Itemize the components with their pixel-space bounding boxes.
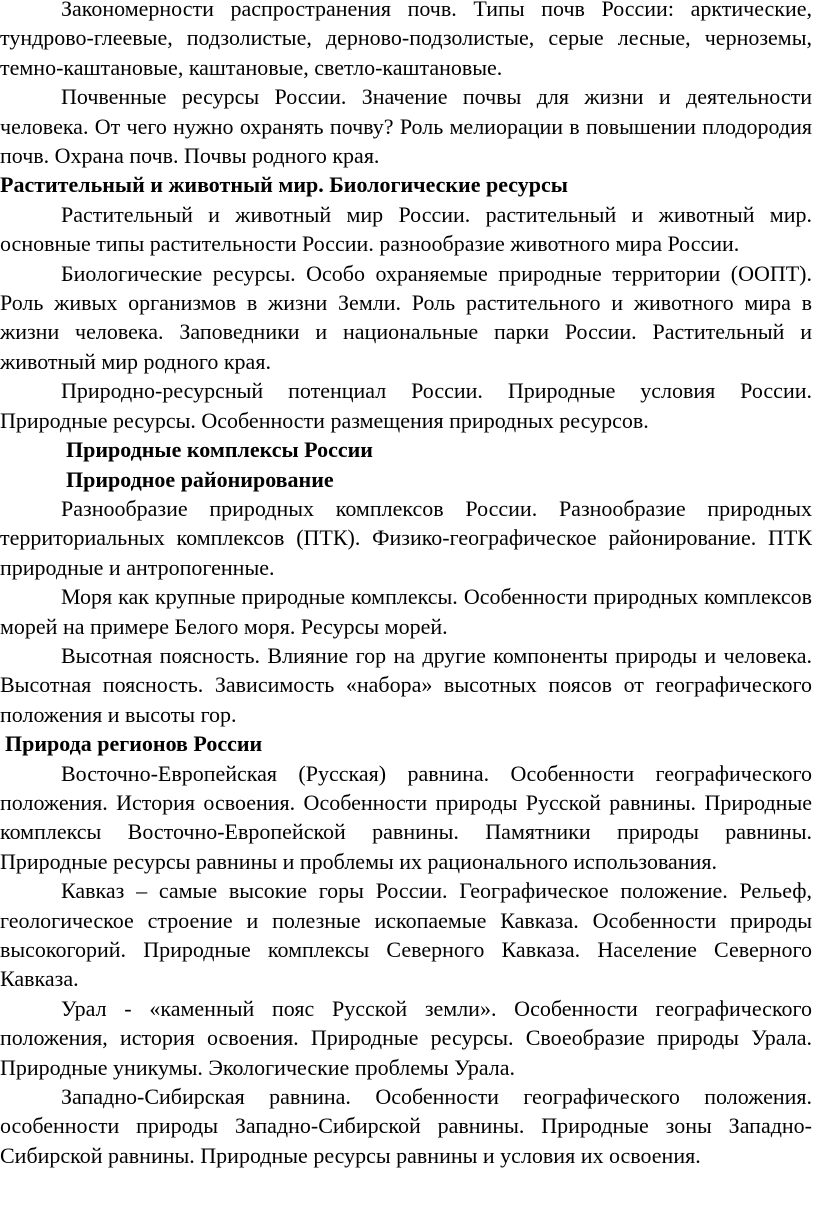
heading-natural-complexes: Природные комплексы России xyxy=(66,437,373,463)
paragraph-west-siberian-plain: Западно-Сибирская равнина. Особенности географического положения. особенности природы Западно-Сибирской равнины. Природные зоны Западно-Сибирской равнины. Природные ресурсы равнины и условия их освоения. xyxy=(0,1084,812,1168)
paragraph-natural-resource-potential: Природно-ресурсный потенциал России. Природные условия России. Природные ресурсы. Особенности размещения природных ресурсов. xyxy=(0,378,812,433)
paragraph-urals: Урал - «каменный пояс Русской земли». Особенности географического положения, история освоения. Природные ресурсы. Своеобразие природы Урала. Природные уникумы. Экологические проблемы Урала. xyxy=(0,995,812,1080)
paragraph-seas: Моря как крупные природные комплексы. Особенности природных комплексов морей на примере Белого моря. Ресурсы морей. xyxy=(0,584,812,639)
heading-flora-fauna: Растительный и животный мир. Биологические ресурсы xyxy=(0,172,568,198)
heading-natural-zoning: Природное районирование xyxy=(66,466,334,492)
paragraph-caucasus: Кавказ – самые высокие горы России. Географическое положение. Рельеф, геологическое строение и полезные ископаемые Кавказа. Особенности природы высокогорий. Природные комплексы Северного Кавказа. Население Северного Кавказа. xyxy=(0,878,812,992)
paragraph-east-european-plain: Восточно-Европейская (Русская) равнина. Особенности географического положения. История освоения. Особенности природы Русской равнины. Природные комплексы Восточно-Европейской равнины. Памятники природы равнины. Природные ресурсы равнины и проблемы их рационального использования. xyxy=(0,760,812,874)
heading-regions-nature: Природа регионов России xyxy=(5,731,263,757)
paragraph-complex-diversity: Разнообразие природных комплексов России. Разнообразие природных территориальных комплексов (ПТК). Физико-географическое районирование. ПТК природные и антропогенные. xyxy=(0,495,812,580)
paragraph-biological-resources: Биологические ресурсы. Особо охраняемые природные территории (ООПТ). Роль живых организмов в жизни Земли. Роль растительного и животного мира в жизни человека. Заповедники и национальные парки России. Растительный и животный мир родного края. xyxy=(0,260,812,374)
paragraph-soil-resources: Почвенные ресурсы России. Значение почвы для жизни и деятельности человека. От чего нужно охранять почву? Роль мелиорации в повышении плодородия почв. Охрана почв. Почвы родного края. xyxy=(0,84,812,169)
paragraph-altitude-zonation: Высотная поясность. Влияние гор на другие компоненты природы и человека. Высотная поясность. Зависимость «набора» высотных поясов от географического положения и высоты гор. xyxy=(0,642,812,727)
paragraph-flora-fauna-russia: Растительный и животный мир России. растительный и животный мир. основные типы растительности России. разнообразие животного мира России. xyxy=(0,201,812,257)
paragraph-soil-patterns: Закономерности распространения почв. Типы почв России: арктические, тундрово-глеевые, подзолистые, дерново-подзолистые, серые лесные, черноземы, темно-каштановые, каштановые, светло-каштановые. xyxy=(0,0,812,80)
